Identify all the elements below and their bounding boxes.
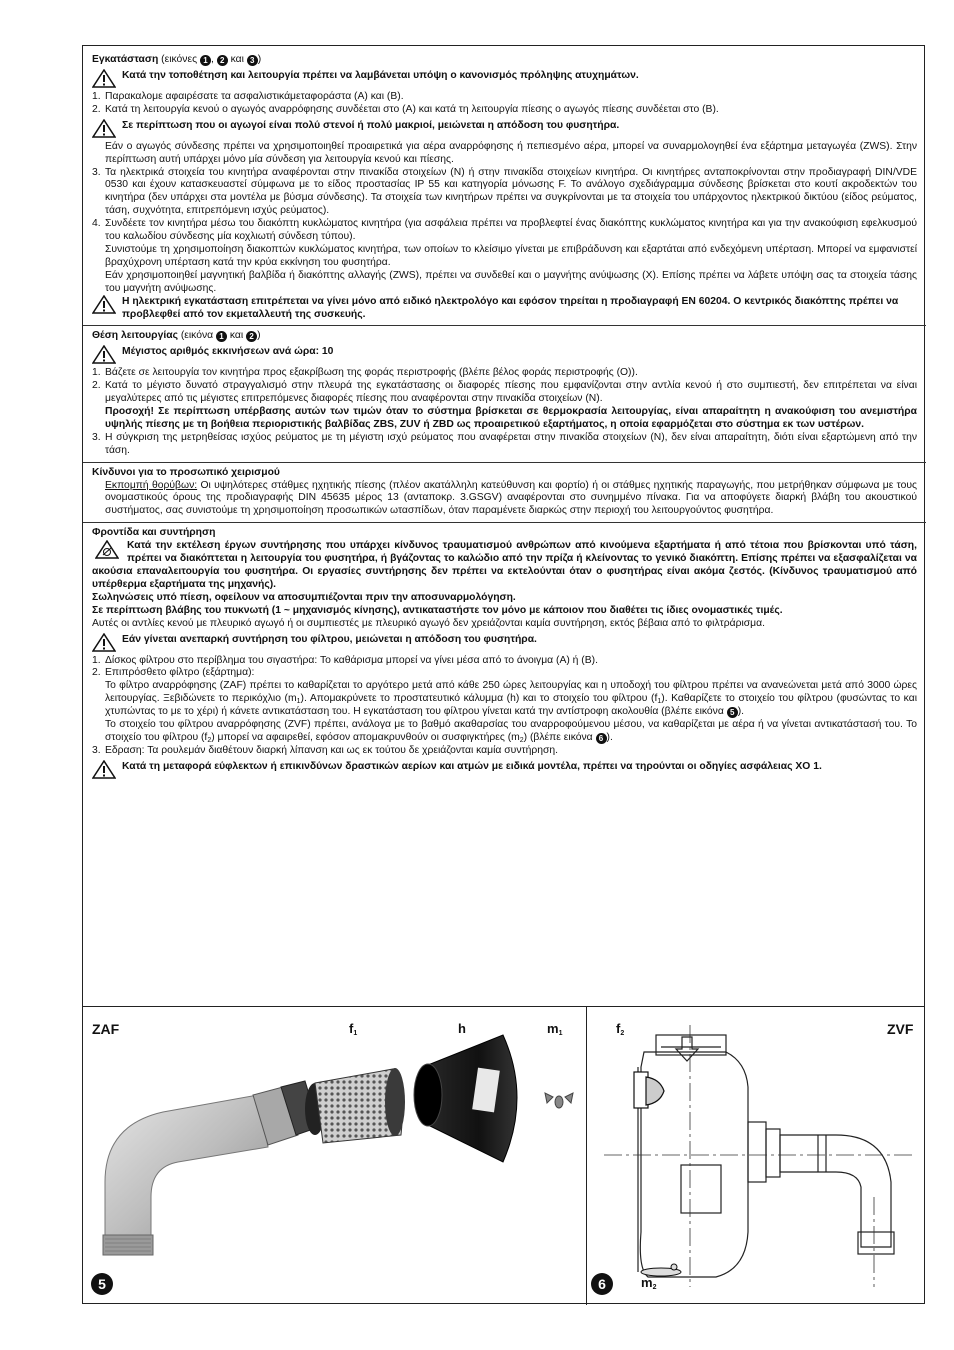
warning-block: Εάν γίνεται ανεπαρκή συντήρηση του φίλτρου, μειώνεται η απόδοση του φυσητήρα. [92, 634, 917, 652]
warning-icon [92, 760, 116, 779]
clamp-m2 [641, 1264, 681, 1276]
elbow-pipe [105, 1095, 268, 1247]
operation-heading: Θέση λειτουργίας [92, 330, 178, 342]
ref-badge: 2 [217, 55, 228, 66]
filter-element-f2 [634, 1072, 664, 1108]
warning-block: Μέγιστος αριθμός εκκινήσεων ανά ώρα: 10 [92, 346, 917, 364]
warning-icon [92, 69, 116, 88]
airflow-arrow-icon [676, 1037, 698, 1061]
install-heading-line: Εγκατάσταση (εικόνες 1 , 2 και 3 ) [92, 54, 262, 65]
paragraph: Το στοιχείο του φίλτρου αναρρόφησης (ZVF) πρέπει, ανάλογα με το βαθμό ακαθαρσίας του αναρροφούμενου μέσου, να καθαρίζεται με αέρα ή να γίνεται αντικατάστασή του. Το στοιχείο του φίλτρου $(f_2)$ μπορεί να αφαιρεθεί, εφόσον απομακρυνθούν οι συσφιγκτήρες $(m_2)$ (βλέπε εικόνα 6 ). [105, 719, 917, 744]
ref-badge: 3 [247, 55, 258, 66]
hazards-heading: Κίνδυνοι για το προσωπικό χειρισμού [92, 466, 280, 478]
paragraph: Σωληνώσεις υπό πίεση, οφείλουν να αποσυμπιέζονται πριν την αποσυναρμολόγηση. [92, 591, 516, 603]
zvf-filter-illustration [586, 1007, 924, 1305]
warning-block: Η ηλεκτρική εγκατάσταση επιτρέπεται να γίνει μόνο από ειδικό ηλεκτρολόγο και εφόσον τηρείται η προδιαγραφή EN 60204. Ο κεντρικός διακόπτης πρέπει να προβλεφθεί από τον εκμεταλλευτή της συσκευής. [92, 296, 917, 322]
list-item: 3. Η σύγκριση της μετρηθείσας ισχύος ρεύματος με τη μέγιστη ισχύ ρεύματος που αναφέρεται στην πινακίδα στοιχείων (N), δεν είναι απαραίτητη, διότι είναι εξαρτώμενη από την τάση. [92, 431, 917, 456]
list-item: 3. Εδραση: Τα ρουλεμάν διαθέτουν διαρκή λίπανση και ως εκ τούτου δε χρειάζονται καμία συντήρηση. [92, 744, 558, 756]
install-heading: Εγκατάσταση [92, 54, 159, 65]
paragraph: Εάν ο αγωγός σύνδεσης πρέπει να χρησιμοποιηθεί προαιρετικά για αέρα αναρρόφησης ή πεπιεσμένο αέρα, μπορεί να συναρμολογηθεί ένα εξάρτημα μεταγωγέα (ZWS). Στην περίπτωση αυτή υπάρχει μόνο μία σύνδεση για λειτουργία κενού και πίεσης. [105, 140, 917, 165]
paragraph: Σε περίπτωση βλάβης του πυκνωτή (1 ~ μηχανισμός κίνησης), αντικαταστήστε τον μόνο με κάποιον που διαθέτει τις ίδιες ονομαστικές τιμές. [92, 604, 783, 616]
list-item: 2. Κατά τη λειτουργία κενού ο αγωγός αναρρόφησης συνδέεται στο (A) και κατά τη λειτουργία πίεσης ο αγωγός πίεσης συνδέεται στο (B). [92, 103, 719, 115]
section-divider [83, 462, 926, 463]
paragraph: Κατά την εκτέλεση έργων συντήρησης που υπάρχει κίνδυνος τραυματισμού ανθρώπων από κινούμενα εξαρτήματα ή από τέτοια που βρίσκονται υπό τάση, πρέπει να διακόπτεται η λειτουργία του φυσητήρα, ή βγάζοντας το καλώδιο από την πρίζα ή κλείνοντας το γενικό διακόπτη. Επίσης πρέπει να εξασφαλίζεται να ακούσια επαναλειτουργία του φυσητήρα. Οι εργασίες συντήρησης δεν πρέπει να εκτελούνται όταν ο φυσητήρας είναι ακόμα ζεστός. (Κίνδυνος τραυματισμού από υπέρθερμα εξαρτήματα της μηχανής). [92, 540, 917, 590]
zaf-filter-illustration [83, 1007, 586, 1305]
operation-heading-line: Θέση λειτουργίας (εικόνα 1 και 2 ) [92, 330, 261, 342]
paragraph: Το φίλτρο αναρρόφησης (ZAF) πρέπει το καθαρίζεται το αργότερο μετά από κάθε 250 ώρες λειτουργίας και η υποδοχή του φίλτρου πρέπει να ανανεώνεται μετά από 3000 ώρες λειτουργίας. Ξεβιδώνετε το περικόχλιο $(m_1)$. Απομακρύνετε το προστατευτικό κάλυμμα (h) και το στοιχείο του φίλτρου $(f_1)$. Καθαρίζετε το στοιχείο του φίλτρου (φυσώντας το και χτυπώντας το με το χέρι) ή κάνετε αντικατάσταση του. Η εγκατάσταση του φίλτρου γίνεται κατά την αντίστροφη ακολουθία (βλέπε εικόνα 5 ). [105, 680, 917, 718]
list-item: 1. Βάζετε σε λειτουργία τον κινητήρα προς εξακρίβωση της φοράς περιστροφής (βλέπε βέλος φοράς περιστροφής (O)). [92, 367, 638, 379]
label-m2: $m_2$ [641, 1275, 657, 1291]
ref-badge: 5 [727, 707, 738, 718]
wing-nut [545, 1093, 573, 1108]
warning-icon [92, 345, 116, 364]
paragraph: Εάν χρησιμοποιηθεί μαγνητική βαλβίδα ή διακόπτης αλλαγής (ZWS), πρέπει να συνδεθεί και ο μαγνήτης ανύψωσης (X). Επίσης πρέπει να λάβετε υπόψη σας τα στοιχεία τάσης του μαγνήτη ανύψωσης. [105, 269, 917, 294]
electric-hazard-icon [95, 540, 119, 559]
list-item: 2. Επιπρόσθετο φίλτρο (εξάρτημα): [92, 667, 255, 679]
warning-icon [92, 119, 116, 138]
ref-badge: 1 [216, 331, 227, 342]
list-item: 4. Συνδέετε τον κινητήρα μέσω του διακόπτη κυκλώματος κινητήρα (για ασφάλεια πρέπει να προβλεφτεί ένας διακόπτης κυκλώματος κινητήρα και για την ανακούφιση εφελκυσμού του καλωδίου σύνδεσης μία κοχλιωτή σύνδεση τύπου). [92, 218, 917, 243]
ref-badge: 1 [200, 55, 211, 66]
list-item: 1. Παρακαλομε αφαιρέσατε τα ασφαλιστικάμεταφοράστα (A) και (B). [92, 90, 404, 102]
text-body [92, 54, 917, 782]
warning-icon [92, 295, 116, 314]
label-h: h [458, 1021, 466, 1036]
hood-opening [414, 1064, 442, 1126]
paragraph: Συνιστούμε τη χρησιμοποίηση διακοπτών κυκλώματος κινητήρα, των οποίων το κλείσιμο γίνεται με επιβράδυνση και εξαρτάται από ενδεχόμενη υπέρταση. Μπορεί να εμφανιστεί βραχύχρονη υπέρταση κατά την κρύα εκκίνηση του φυσητήρα. [105, 243, 917, 268]
label-f2: $f_2$ [616, 1021, 625, 1037]
figure-title-zvf: ZVF [887, 1021, 914, 1037]
paragraph: Εκπομπή θορύβων: Οι υψηλότερες στάθμες ηχητικής πίεσης (πλέον ακατάλληλη κατεύθυνση και φορτίο) ή οι στάθμες ηχητικής παραγωγής, που μετρήθηκαν σύμφωνα με τους ονομαστικούς όρους της προδιαγραφής DIN 45635 μέρος 13 (ανταποκρ. 3.GSGV) αναφέρονται στο συνημμένο πίνακα. Για να αποφύγετε διαρκή βλάβη του ακουστικού συστήματος, σας συνιστούμε τη χρησιμοποίηση προσωπικών ωτασπίδων, όταν παραμένετε διαρκώς στην περιοχή του λειτουργούντος φυσητήρα. [105, 479, 918, 517]
ref-badge: 2 [246, 331, 257, 342]
ref-badge: 6 [596, 733, 607, 744]
pipe-thread [103, 1235, 153, 1255]
warning-block: Σε περίπτωση που οι αγωγοί είναι πολύ στενοί ή πολύ μακριοί, μειώνεται η απόδοση του φυσητήρα. [92, 120, 917, 138]
manual-page [82, 45, 925, 1304]
section-divider [83, 325, 926, 326]
warning-block: Κατά τη μεταφορά εύφλεκτων ή επικινδύνων δραστικών αερίων και ατμών με ειδικά μοντέλα, πρέπει να τηρούνται οι οδηγίες ασφάλειας XO 1. [92, 761, 917, 779]
figure-number-5: 5 [91, 1273, 113, 1295]
figures-panel [83, 1006, 924, 1305]
label-m1: $m_1$ [547, 1021, 563, 1037]
paragraph: Προσοχή! Σε περίπτωση υπέρβασης αυτών των τιμών όταν το σύστημα βρίσκεται σε θερμοκρασία λειτουργίας, είναι απαραίτητη η ανακούφιση του ανεμιστήρα υψηλής πίεσης με τη βοήθεια περιοριστικής βαλβίδας ZBS, ZUV ή ZBD ως προαιρετικού εξαρτήματος, η οποία εφαρμόζεται στο σύστημα εκ των υστέρων. [105, 406, 917, 430]
list-item: 3. Τα ηλεκτρικά στοιχεία του κινητήρα αναφέρονται στην πινακίδα στοιχείων (N) ή στην πινακίδα στοιχείων κινητήρα. Οι κινητήρες ανταποκρίνονται στην προδιαγραφή DIN/VDE 0530 και έχουν κατασκευαστεί σύμφωνα με το είδος προστασίας IP 55 και κατηγορία μόνωσης F. Το ανάλογο σχεδιάγραμμα σύνδεσης βρίσκεται στο κουτί ακροδεκτών του κινητήρα (δεν υπάρχει στα μοντέλα με βύσμα σύνδεσης). Τα στοιχεία των κινητήρων πρέπει να συγκρίνονται με τα στοιχεία του υπάρχοντος ηλεκτρικού δικτύου (είδος ρεύματος, τάση, συχνότητα, επιτρεπόμενη ισχύς ρεύματος). [92, 166, 917, 217]
list-item: 2. Κατά το μέγιστο δυνατό στραγγαλισμό στην πλευρά της εγκατάστασης οι διαφορές πίεσης που εμφανίζονται στην αντλία κενού ή στο συμπιεστή, δεν επιτρέπεται να είναι μεγαλύτερες από τις μέγιστες επιτρεπόμενες διαφορές πίεσης που αναφέρονται στην πινακίδα στοιχείων (N). [92, 380, 917, 405]
maintenance-heading: Φροντίδα και συντήρηση [92, 527, 216, 539]
figure-number-6: 6 [591, 1273, 613, 1295]
label-f1: $f_1$ [349, 1021, 358, 1037]
warning-icon [92, 633, 116, 652]
paragraph: Αυτές οι αντλίες κενού με πλευρικό αγωγό ή οι συμπιεστές με πλευρικό αγωγό δεν χρειάζονται καμία συντήρηση, εκτός βέβαια από το φιλτράρισμα. [92, 617, 765, 629]
section-divider [83, 522, 926, 523]
figure-title-zaf: ZAF [92, 1021, 120, 1037]
list-item: 1. Δίσκος φίλτρου στο περίβλημα του σιγαστήρα: Το καθάρισμα μπορεί να γίνει μέσα από το άνοιγμα (A) ή (B). [92, 654, 598, 666]
zvf-nameplate [681, 1165, 721, 1213]
warning-block: Κατά την τοποθέτηση και λειτουργία πρέπει να λαμβάνεται υπόψη ο κανονισμός πρόληψης ατυχημάτων. [92, 70, 917, 88]
